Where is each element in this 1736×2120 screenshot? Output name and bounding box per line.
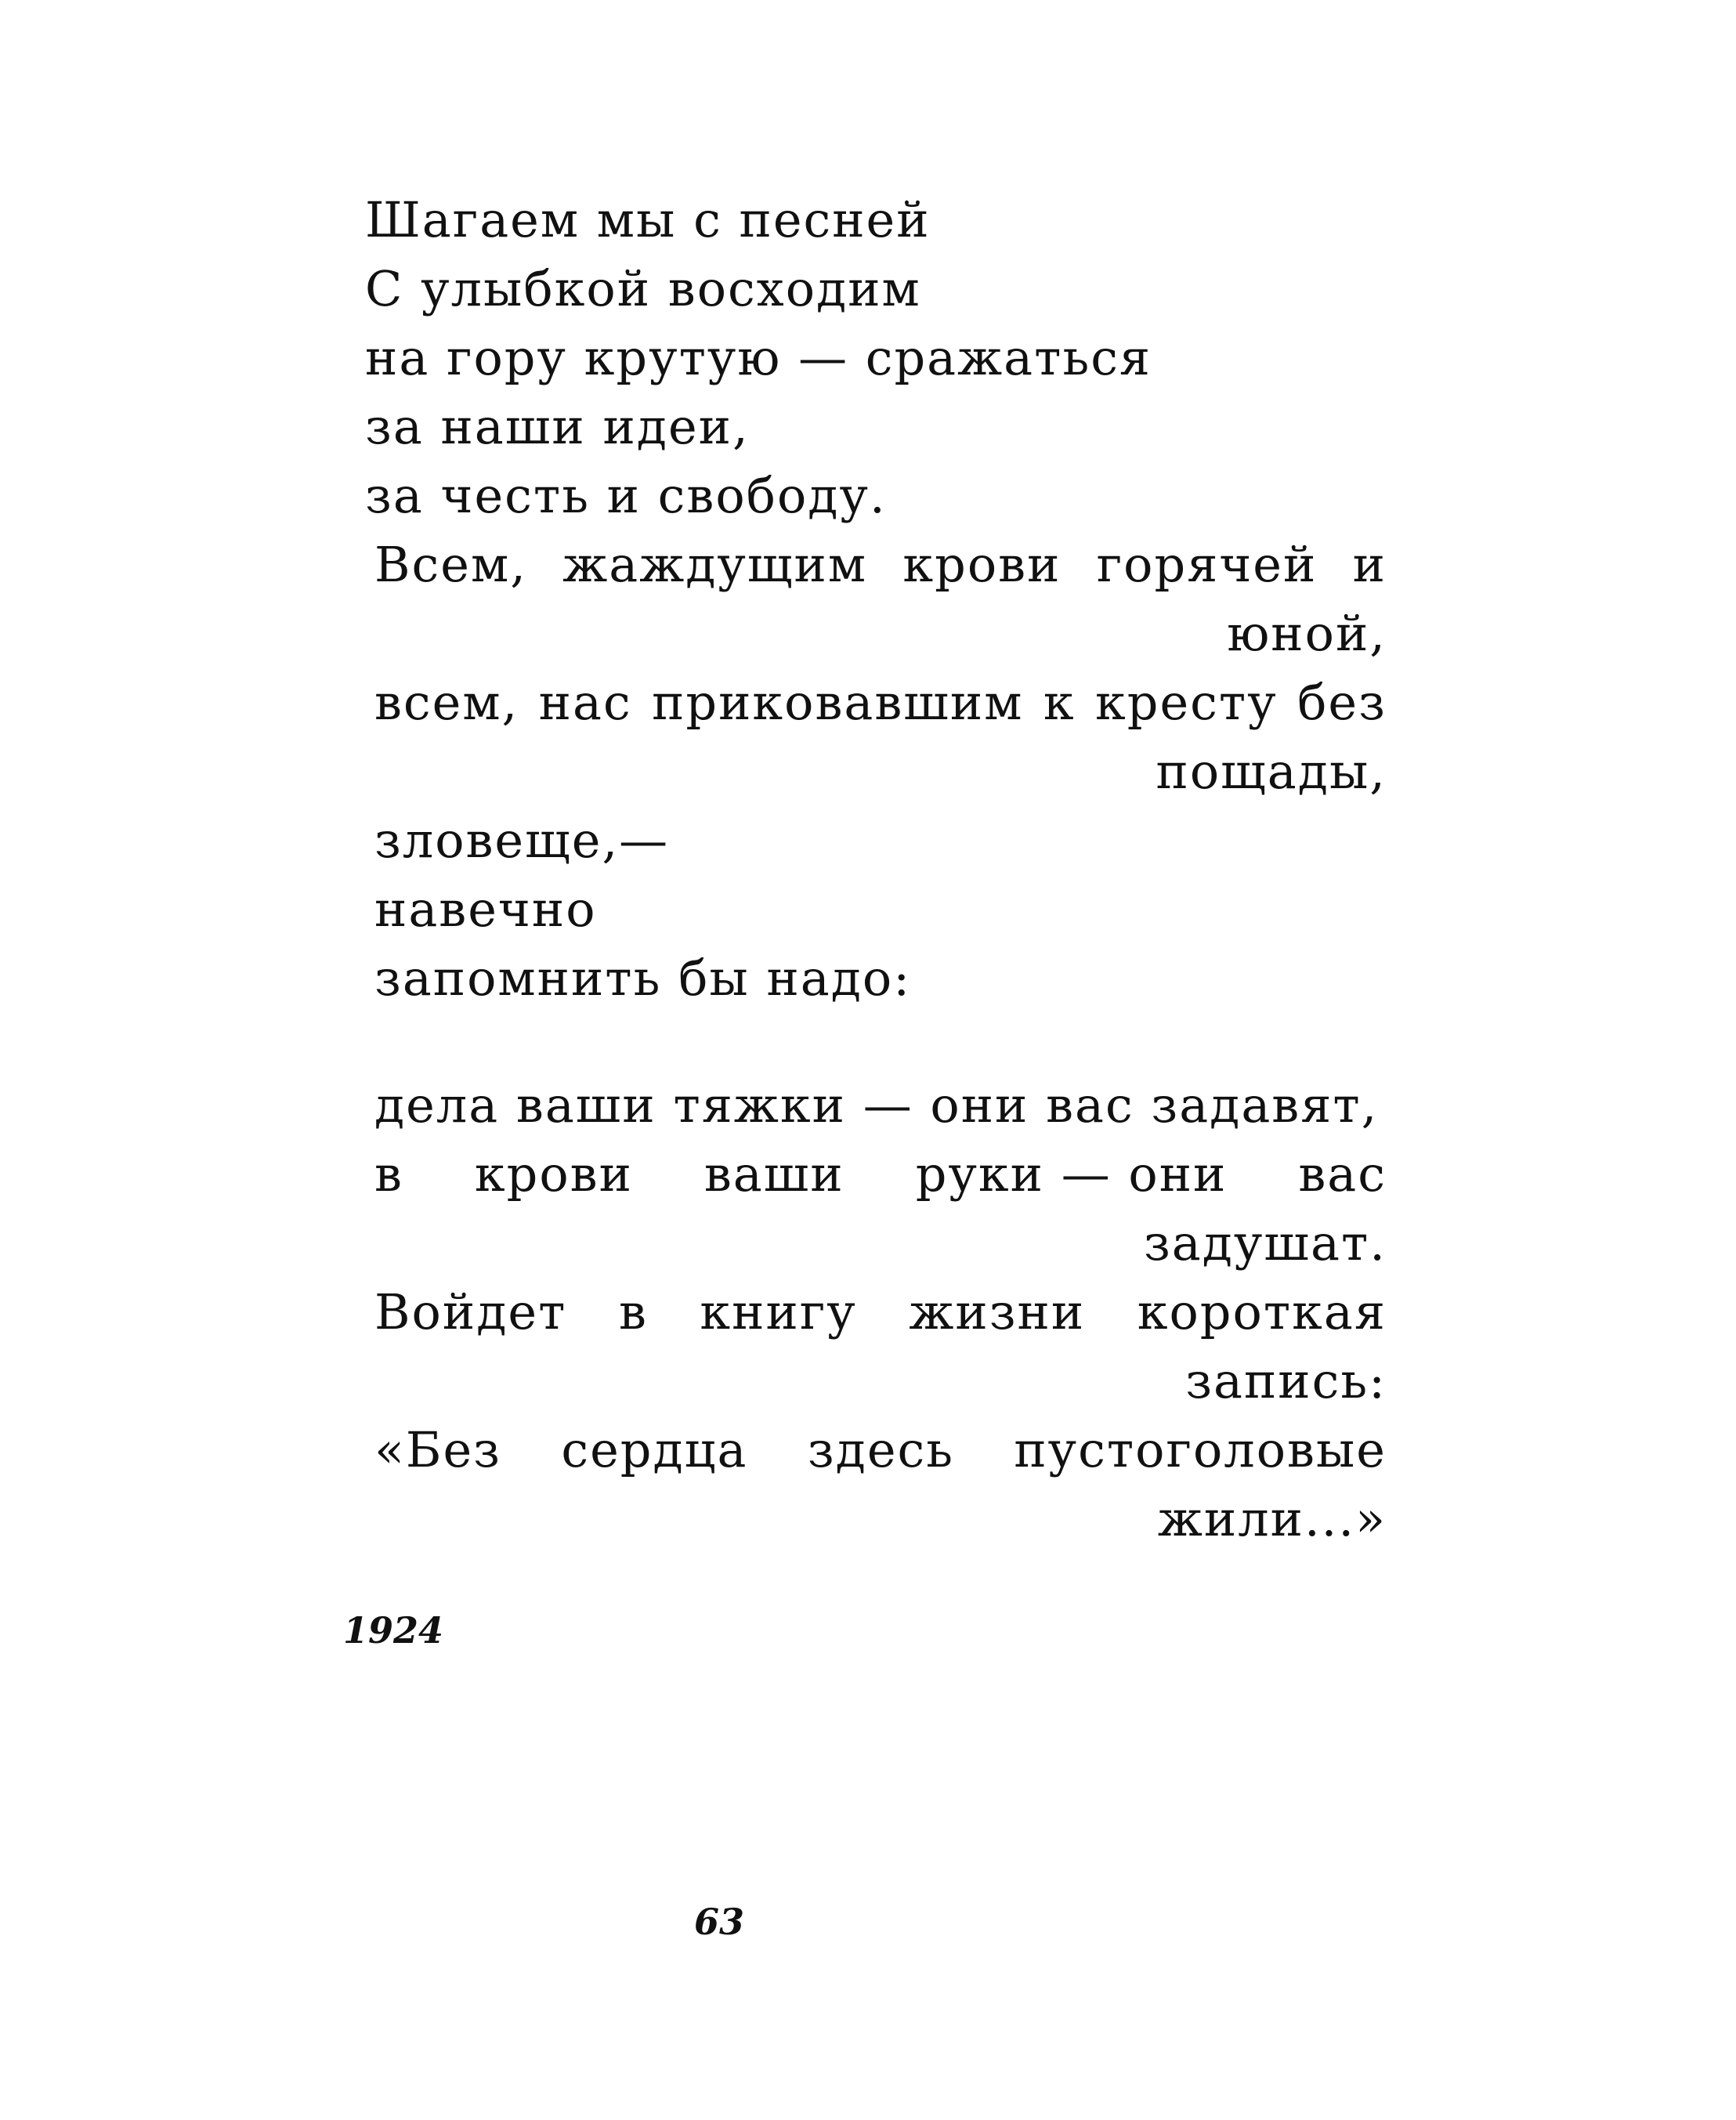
poem-word: нас — [538, 674, 632, 731]
poem-line: С улыбкой восходим — [365, 260, 921, 317]
poem-word: жаждущим — [562, 536, 868, 593]
poem-word: руки — они — [915, 1145, 1228, 1203]
poem-line: навечно — [374, 881, 597, 938]
poem-word: Войдет — [374, 1283, 567, 1340]
poem-line-continuation: задушат. — [1143, 1214, 1387, 1272]
poem-word: горячей — [1096, 536, 1318, 593]
poem-word: жизни — [909, 1283, 1086, 1340]
poem-word: в — [374, 1145, 403, 1203]
poem-line: Шагаем мы с песней — [365, 191, 931, 248]
poem-word: крови — [902, 536, 1061, 593]
poem-line-justified — [374, 1145, 1387, 1203]
poem-word: пустоголовые — [1014, 1421, 1387, 1478]
poem-word: приковавшим — [652, 674, 1024, 731]
poem-word: сердца — [561, 1421, 748, 1478]
poem-line-justified — [374, 1283, 1387, 1340]
poem-word: короткая — [1137, 1283, 1387, 1340]
poem-word: ваши — [703, 1145, 844, 1203]
poem-line-continuation: юной, — [1227, 605, 1387, 662]
poem-line-justified — [374, 1421, 1387, 1478]
poem-word: всем, — [374, 674, 519, 731]
poem-line-justified — [374, 536, 1387, 593]
poem-word: здесь — [807, 1421, 954, 1478]
poem-line: на гору крутую — сражаться — [365, 329, 1152, 386]
poem-date: 1924 — [343, 1609, 444, 1652]
poem-line-continuation: запись: — [1185, 1352, 1387, 1409]
poem-line-justified — [374, 674, 1387, 731]
poem-word: к — [1043, 674, 1076, 731]
poem-word: и — [1352, 536, 1387, 593]
poem-word: «Без — [374, 1421, 502, 1478]
poem-line: за наши идеи, — [365, 398, 750, 455]
poem-word: в — [618, 1283, 648, 1340]
poem-word: без — [1297, 674, 1387, 731]
page-number: 63 — [694, 1901, 745, 1943]
poem-line-continuation: пощады, — [1156, 743, 1387, 800]
poem-line-continuation: жили...» — [1157, 1490, 1387, 1547]
poem-line: зловеще,— — [374, 812, 670, 869]
poem-word: Всем, — [374, 536, 527, 593]
poem-word: книгу — [700, 1283, 857, 1340]
poem-word: кресту — [1095, 674, 1278, 731]
poem-word: вас — [1298, 1145, 1387, 1203]
poem-line: за честь и свободу. — [365, 467, 887, 524]
poem-line: запомнить бы надо: — [374, 950, 912, 1007]
poem-line: дела ваши тяжки — они вас задавят, — [374, 1076, 1379, 1134]
poem-word: крови — [474, 1145, 633, 1203]
